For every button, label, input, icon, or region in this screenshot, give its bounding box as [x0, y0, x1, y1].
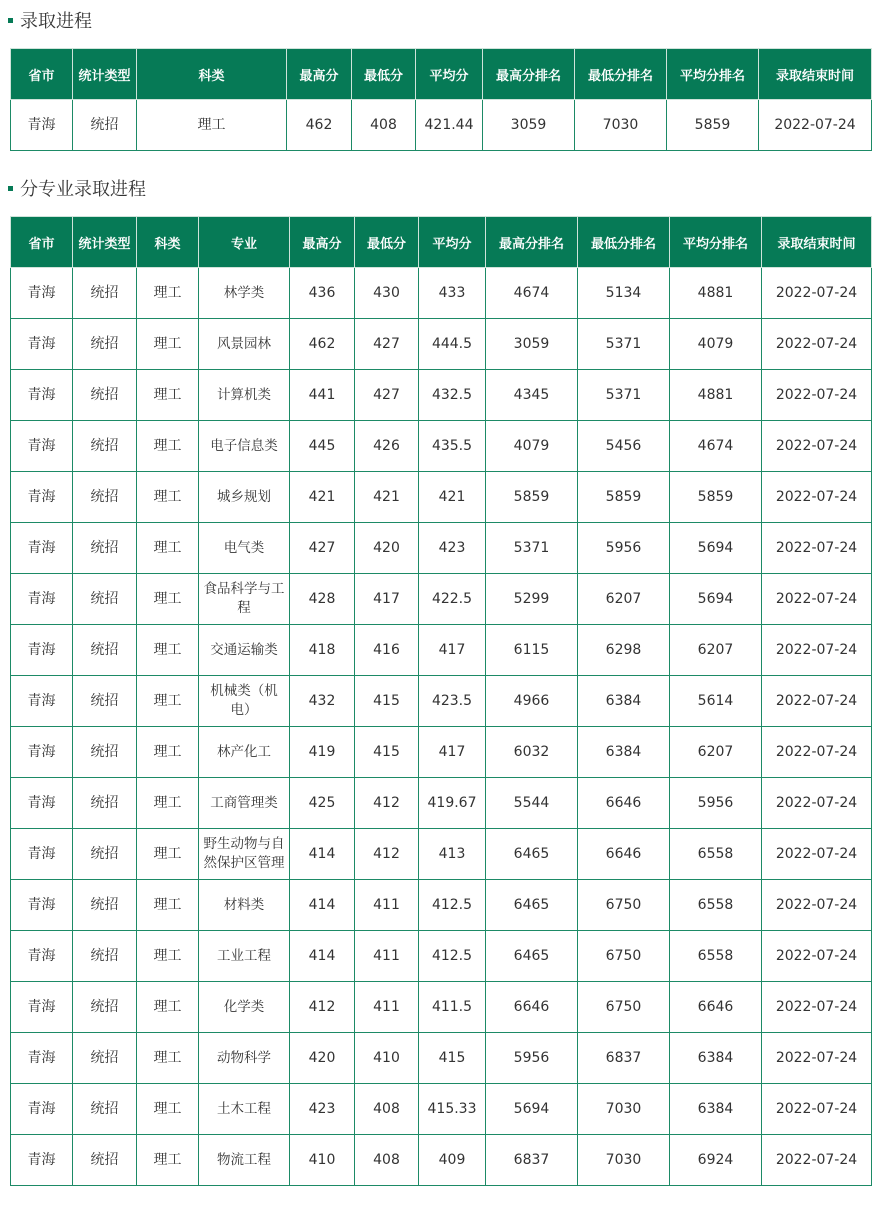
table-cell: 理工 — [137, 523, 199, 574]
table-cell: 青海 — [11, 1084, 73, 1135]
table-cell: 408 — [355, 1135, 419, 1186]
column-header: 平均分 — [416, 49, 483, 100]
table-cell: 411 — [355, 880, 419, 931]
table-cell: 2022-07-24 — [762, 982, 872, 1033]
table-cell: 5544 — [486, 778, 578, 829]
table-cell: 422.5 — [419, 574, 486, 625]
table-cell: 统招 — [73, 319, 137, 370]
table-cell: 2022-07-24 — [762, 370, 872, 421]
table-cell: 6558 — [670, 931, 762, 982]
column-header: 平均分 — [419, 217, 486, 268]
table-cell: 青海 — [11, 778, 73, 829]
table-cell: 441 — [290, 370, 355, 421]
major-name-cell: 食品科学与工程 — [199, 574, 290, 625]
table-cell: 427 — [355, 319, 419, 370]
table-row — [11, 880, 872, 931]
column-header: 最低分排名 — [575, 49, 667, 100]
table-cell: 435.5 — [419, 421, 486, 472]
table-cell: 青海 — [11, 370, 73, 421]
table-cell: 6465 — [486, 931, 578, 982]
column-header: 统计类型 — [73, 49, 137, 100]
table-cell: 统招 — [73, 1084, 137, 1135]
table-cell: 统招 — [73, 676, 137, 727]
table-cell: 426 — [355, 421, 419, 472]
table-cell: 5371 — [578, 319, 670, 370]
major-name-cell: 野生动物与自然保护区管理 — [199, 829, 290, 880]
table-cell: 6384 — [670, 1033, 762, 1084]
table-cell: 6750 — [578, 931, 670, 982]
table-cell: 2022-07-24 — [762, 574, 872, 625]
column-header: 最高分排名 — [483, 49, 575, 100]
major-name-cell: 电子信息类 — [199, 421, 290, 472]
table-cell: 7030 — [575, 100, 667, 151]
table-cell: 青海 — [11, 727, 73, 778]
table-cell: 420 — [290, 1033, 355, 1084]
table-cell: 5614 — [670, 676, 762, 727]
table-cell: 6837 — [486, 1135, 578, 1186]
major-admission-table — [10, 216, 872, 1186]
table-cell: 青海 — [11, 829, 73, 880]
major-name-cell: 城乡规划 — [199, 472, 290, 523]
table-cell: 6750 — [578, 982, 670, 1033]
table-cell: 5859 — [578, 472, 670, 523]
table-cell: 统招 — [73, 829, 137, 880]
table-cell: 421 — [355, 472, 419, 523]
table-cell: 4674 — [670, 421, 762, 472]
table-cell: 5956 — [486, 1033, 578, 1084]
table-cell: 统招 — [73, 370, 137, 421]
major-name-cell: 工业工程 — [199, 931, 290, 982]
table-cell: 6384 — [578, 676, 670, 727]
column-header: 平均分排名 — [667, 49, 759, 100]
table-cell: 2022-07-24 — [762, 268, 872, 319]
table-cell: 432 — [290, 676, 355, 727]
table-row — [11, 676, 872, 727]
table-cell: 6207 — [670, 727, 762, 778]
table-cell: 5956 — [670, 778, 762, 829]
table-cell: 3059 — [486, 319, 578, 370]
table-cell: 青海 — [11, 523, 73, 574]
table-row — [11, 727, 872, 778]
table-cell: 412.5 — [419, 880, 486, 931]
table-cell: 6298 — [578, 625, 670, 676]
table-cell: 6646 — [670, 982, 762, 1033]
square-bullet-icon — [8, 18, 13, 23]
table-cell: 418 — [290, 625, 355, 676]
table-cell: 427 — [290, 523, 355, 574]
table-cell: 统招 — [73, 880, 137, 931]
table-cell: 2022-07-24 — [762, 1084, 872, 1135]
table-cell: 4966 — [486, 676, 578, 727]
table-row — [11, 1084, 872, 1135]
table-cell: 444.5 — [419, 319, 486, 370]
table-cell: 5694 — [670, 574, 762, 625]
column-header: 科类 — [137, 217, 199, 268]
table-cell: 2022-07-24 — [762, 676, 872, 727]
table-cell: 2022-07-24 — [762, 523, 872, 574]
table-cell: 427 — [355, 370, 419, 421]
table-row — [11, 574, 872, 625]
column-header: 最高分排名 — [486, 217, 578, 268]
table-cell: 2022-07-24 — [762, 778, 872, 829]
table-cell: 430 — [355, 268, 419, 319]
square-bullet-icon — [8, 186, 13, 191]
column-header: 最低分 — [355, 217, 419, 268]
column-header: 录取结束时间 — [759, 49, 872, 100]
table-cell: 统招 — [73, 1135, 137, 1186]
table-cell: 2022-07-24 — [762, 625, 872, 676]
major-name-cell: 化学类 — [199, 982, 290, 1033]
table-row — [11, 982, 872, 1033]
table-cell: 4881 — [670, 268, 762, 319]
table-cell: 414 — [290, 931, 355, 982]
table-row — [11, 268, 872, 319]
table-cell: 统招 — [73, 778, 137, 829]
table-cell: 5134 — [578, 268, 670, 319]
table-cell: 423.5 — [419, 676, 486, 727]
column-header: 专业 — [199, 217, 290, 268]
table-cell: 理工 — [137, 727, 199, 778]
table-cell: 6115 — [486, 625, 578, 676]
column-header: 录取结束时间 — [762, 217, 872, 268]
table-cell: 5956 — [578, 523, 670, 574]
major-table-body — [11, 268, 872, 1186]
table-cell: 统招 — [73, 421, 137, 472]
table-row — [11, 778, 872, 829]
table-cell: 理工 — [137, 370, 199, 421]
table-cell: 理工 — [137, 982, 199, 1033]
table-cell: 统招 — [73, 268, 137, 319]
section-title-text: 录取进程 — [20, 11, 92, 32]
section-title-major-admission-progress — [8, 176, 146, 200]
major-name-cell: 材料类 — [199, 880, 290, 931]
table-cell: 5859 — [670, 472, 762, 523]
table-row — [11, 829, 872, 880]
table-cell: 6646 — [578, 829, 670, 880]
table-cell: 423 — [419, 523, 486, 574]
major-header-row — [11, 217, 872, 268]
table-cell: 2022-07-24 — [759, 100, 872, 151]
table-cell: 419 — [290, 727, 355, 778]
table-cell: 409 — [419, 1135, 486, 1186]
table-cell: 415 — [355, 676, 419, 727]
table-row — [11, 421, 872, 472]
table-cell: 5371 — [578, 370, 670, 421]
table-cell: 6837 — [578, 1033, 670, 1084]
table-cell: 419.67 — [419, 778, 486, 829]
table-row — [11, 1033, 872, 1084]
table-cell: 统招 — [73, 982, 137, 1033]
table-cell: 3059 — [483, 100, 575, 151]
table-cell: 6646 — [578, 778, 670, 829]
table-cell: 432.5 — [419, 370, 486, 421]
column-header: 最低分排名 — [578, 217, 670, 268]
table-cell: 4079 — [486, 421, 578, 472]
column-header: 最高分 — [290, 217, 355, 268]
table-cell: 理工 — [137, 676, 199, 727]
major-name-cell: 动物科学 — [199, 1033, 290, 1084]
table-cell: 410 — [355, 1033, 419, 1084]
table-cell: 理工 — [137, 472, 199, 523]
table-cell: 理工 — [137, 319, 199, 370]
major-name-cell: 林产化工 — [199, 727, 290, 778]
major-name-cell: 土木工程 — [199, 1084, 290, 1135]
table-cell: 417 — [419, 727, 486, 778]
table-row — [11, 100, 872, 151]
table-cell: 425 — [290, 778, 355, 829]
table-cell: 5859 — [667, 100, 759, 151]
table-cell: 2022-07-24 — [762, 880, 872, 931]
table-cell: 理工 — [137, 1135, 199, 1186]
table-cell: 青海 — [11, 574, 73, 625]
table-cell: 青海 — [11, 421, 73, 472]
table-cell: 2022-07-24 — [762, 472, 872, 523]
table-cell: 5371 — [486, 523, 578, 574]
table-cell: 7030 — [578, 1135, 670, 1186]
section-title-text: 分专业录取进程 — [20, 179, 146, 200]
table-cell: 理工 — [137, 931, 199, 982]
table-cell: 青海 — [11, 319, 73, 370]
table-cell: 理工 — [137, 421, 199, 472]
table-cell: 2022-07-24 — [762, 421, 872, 472]
major-name-cell: 交通运输类 — [199, 625, 290, 676]
table-cell: 462 — [290, 319, 355, 370]
table-cell: 5299 — [486, 574, 578, 625]
table-cell: 445 — [290, 421, 355, 472]
major-name-cell: 物流工程 — [199, 1135, 290, 1186]
summary-table — [10, 48, 872, 151]
table-cell: 6465 — [486, 829, 578, 880]
table-cell: 6646 — [486, 982, 578, 1033]
major-name-cell: 机械类（机电） — [199, 676, 290, 727]
table-cell: 理工 — [137, 1084, 199, 1135]
column-header: 省市 — [11, 217, 73, 268]
table-cell: 421.44 — [416, 100, 483, 151]
summary-header-row — [11, 49, 872, 100]
table-cell: 青海 — [11, 676, 73, 727]
table-cell: 7030 — [578, 1084, 670, 1135]
column-header: 平均分排名 — [670, 217, 762, 268]
table-cell: 理工 — [137, 829, 199, 880]
table-row — [11, 931, 872, 982]
table-cell: 6924 — [670, 1135, 762, 1186]
table-row — [11, 625, 872, 676]
table-cell: 统招 — [73, 574, 137, 625]
major-name-cell: 电气类 — [199, 523, 290, 574]
table-row — [11, 319, 872, 370]
table-cell: 420 — [355, 523, 419, 574]
table-cell: 理工 — [137, 100, 287, 151]
table-cell: 6384 — [578, 727, 670, 778]
table-cell: 4079 — [670, 319, 762, 370]
table-cell: 青海 — [11, 100, 73, 151]
table-cell: 理工 — [137, 880, 199, 931]
table-cell: 411 — [355, 931, 419, 982]
table-cell: 416 — [355, 625, 419, 676]
table-cell: 2022-07-24 — [762, 319, 872, 370]
table-cell: 统招 — [73, 523, 137, 574]
table-cell: 6207 — [670, 625, 762, 676]
table-cell: 412 — [355, 778, 419, 829]
table-cell: 6558 — [670, 880, 762, 931]
table-cell: 436 — [290, 268, 355, 319]
table-cell: 411 — [355, 982, 419, 1033]
table-cell: 417 — [419, 625, 486, 676]
table-cell: 415 — [419, 1033, 486, 1084]
table-cell: 412 — [355, 829, 419, 880]
table-cell: 青海 — [11, 268, 73, 319]
table-cell: 410 — [290, 1135, 355, 1186]
table-cell: 理工 — [137, 268, 199, 319]
table-row — [11, 370, 872, 421]
major-name-cell: 计算机类 — [199, 370, 290, 421]
table-row — [11, 523, 872, 574]
table-cell: 2022-07-24 — [762, 829, 872, 880]
table-cell: 理工 — [137, 625, 199, 676]
table-cell: 421 — [419, 472, 486, 523]
table-cell: 6207 — [578, 574, 670, 625]
table-cell: 青海 — [11, 472, 73, 523]
table-cell: 青海 — [11, 1033, 73, 1084]
table-row — [11, 472, 872, 523]
table-cell: 2022-07-24 — [762, 727, 872, 778]
table-cell: 青海 — [11, 982, 73, 1033]
table-cell: 青海 — [11, 880, 73, 931]
table-cell: 2022-07-24 — [762, 1033, 872, 1084]
table-cell: 6750 — [578, 880, 670, 931]
table-cell: 412 — [290, 982, 355, 1033]
table-cell: 6465 — [486, 880, 578, 931]
table-cell: 6558 — [670, 829, 762, 880]
major-name-cell: 工商管理类 — [199, 778, 290, 829]
table-cell: 理工 — [137, 778, 199, 829]
table-cell: 415 — [355, 727, 419, 778]
table-cell: 理工 — [137, 1033, 199, 1084]
column-header: 统计类型 — [73, 217, 137, 268]
table-cell: 统招 — [73, 100, 137, 151]
table-cell: 6032 — [486, 727, 578, 778]
table-cell: 青海 — [11, 625, 73, 676]
column-header: 最高分 — [287, 49, 352, 100]
table-cell: 428 — [290, 574, 355, 625]
major-name-cell: 林学类 — [199, 268, 290, 319]
table-cell: 5456 — [578, 421, 670, 472]
table-row — [11, 1135, 872, 1186]
table-cell: 4881 — [670, 370, 762, 421]
table-cell: 6384 — [670, 1084, 762, 1135]
table-cell: 2022-07-24 — [762, 931, 872, 982]
table-cell: 462 — [287, 100, 352, 151]
table-cell: 414 — [290, 829, 355, 880]
table-cell: 4345 — [486, 370, 578, 421]
section-title-admission-progress — [8, 8, 92, 32]
table-cell: 5694 — [670, 523, 762, 574]
table-cell: 5694 — [486, 1084, 578, 1135]
table-cell: 408 — [352, 100, 416, 151]
table-cell: 2022-07-24 — [762, 1135, 872, 1186]
table-cell: 415.33 — [419, 1084, 486, 1135]
table-cell: 423 — [290, 1084, 355, 1135]
table-cell: 统招 — [73, 625, 137, 676]
table-cell: 青海 — [11, 1135, 73, 1186]
table-cell: 统招 — [73, 472, 137, 523]
column-header: 科类 — [137, 49, 287, 100]
table-cell: 统招 — [73, 931, 137, 982]
table-cell: 理工 — [137, 574, 199, 625]
table-cell: 5859 — [486, 472, 578, 523]
table-cell: 411.5 — [419, 982, 486, 1033]
table-cell: 421 — [290, 472, 355, 523]
table-cell: 408 — [355, 1084, 419, 1135]
major-name-cell: 风景园林 — [199, 319, 290, 370]
column-header: 最低分 — [352, 49, 416, 100]
table-cell: 4674 — [486, 268, 578, 319]
table-cell: 412.5 — [419, 931, 486, 982]
table-cell: 统招 — [73, 1033, 137, 1084]
column-header: 省市 — [11, 49, 73, 100]
table-cell: 433 — [419, 268, 486, 319]
table-cell: 413 — [419, 829, 486, 880]
table-cell: 青海 — [11, 931, 73, 982]
table-cell: 统招 — [73, 727, 137, 778]
table-cell: 414 — [290, 880, 355, 931]
table-cell: 417 — [355, 574, 419, 625]
